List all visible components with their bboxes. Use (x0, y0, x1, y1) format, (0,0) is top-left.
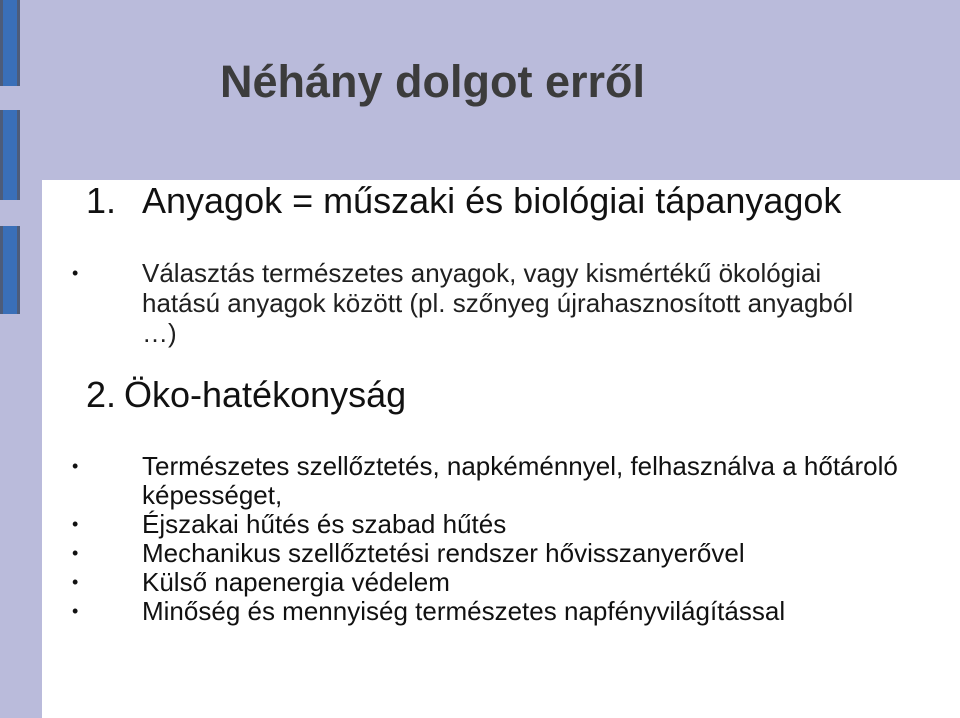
section-1-heading-text: Anyagok = műszaki és biológiai tápanyagok (142, 180, 842, 221)
list-item (72, 510, 902, 539)
bullet-icon: • (72, 572, 79, 592)
bullet-icon: • (72, 263, 79, 283)
left-stripe-3 (0, 226, 20, 314)
bullet-text: Éjszakai hűtés és szabad hűtés (142, 509, 507, 539)
left-stripe-1 (0, 0, 20, 86)
section-1-number: 1. (86, 180, 117, 221)
bullet-icon: • (72, 601, 79, 621)
list-item (72, 452, 902, 510)
bullet-text: Természetes szellőztetés, napkéménnyel, felhasználva a hőtároló képességet, (142, 451, 898, 510)
section-2-heading-text: Öko-hatékonyság (124, 374, 407, 415)
list-item (72, 539, 902, 568)
section-1-bullet-list (72, 258, 892, 348)
section-2-bullet-list (72, 452, 902, 626)
list-item (72, 258, 892, 348)
left-stripe-2 (0, 110, 20, 200)
section-1-heading (86, 180, 841, 222)
list-item (72, 597, 902, 626)
bullet-text: Mechanikus szellőztetési rendszer hővisszanyerővel (142, 538, 745, 568)
bullet-icon: • (72, 543, 79, 563)
list-item (72, 568, 902, 597)
section-2-number: 2. (86, 374, 117, 415)
bullet-text: Külső napenergia védelem (142, 567, 450, 597)
bullet-icon: • (72, 456, 79, 476)
section-2-heading (86, 374, 406, 416)
left-decor-band (0, 0, 42, 718)
bullet-icon: • (72, 514, 79, 534)
bullet-text: Minőség és mennyiség természetes napfényvilágítással (142, 596, 786, 626)
slide-title: Néhány dolgot erről (220, 56, 646, 107)
bullet-text: Választás természetes anyagok, vagy kismértékű ökológiai hatású anyagok között (pl. szőnyeg újrahasznosított anyagból …) (142, 258, 854, 348)
